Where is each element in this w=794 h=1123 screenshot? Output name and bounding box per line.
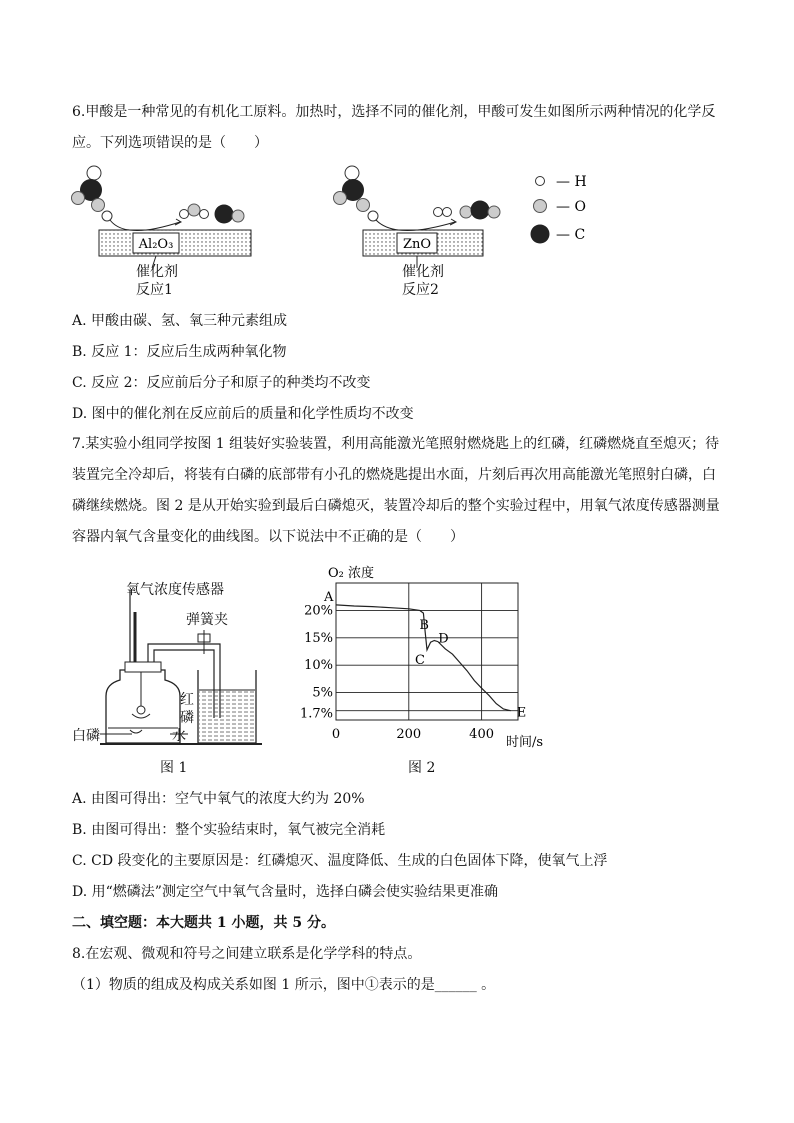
h-atom-icon <box>87 166 101 180</box>
q6-option-b: B. 反应 1：反应后生成两种氧化物 <box>72 344 287 360</box>
plot-frame <box>336 583 518 720</box>
clamp-label: 弹簧夹 <box>186 612 228 628</box>
o-atom-icon <box>92 199 105 212</box>
y-axis-label: O₂ 浓度 <box>328 566 375 581</box>
zno-formula: ZnO <box>402 237 432 252</box>
white-circle-icon <box>536 177 545 186</box>
red-phosphorus-label-2: 磷 <box>180 710 194 726</box>
q6-stem: 6.甲酸是一种常见的有机化工原料。加热时，选择不同的催化剂，甲酸可发生如图所示两种情况的化学反应。下列选项错误的是（ ） <box>72 104 716 151</box>
reaction1-diagram <box>72 166 252 268</box>
svg-text:— O: — O <box>556 199 586 215</box>
point-label-B: B <box>419 618 429 634</box>
reaction1-name: 反应1 <box>136 282 173 298</box>
y-tick-label: 5% <box>312 685 333 701</box>
gray-circle-icon <box>534 200 547 213</box>
q6-option-c: C. 反应 2：反应前后分子和原子的种类均不改变 <box>72 375 371 391</box>
point-label-A: A <box>324 589 334 605</box>
black-circle-icon <box>531 225 550 244</box>
q7-option-b: B. 由图可得出：整个实验结束时，氧气被完全消耗 <box>72 822 386 838</box>
x-tick-label: 400 <box>469 727 495 742</box>
q7-stem: 7.某实验小组同学按图 1 组装好实验装置，利用高能激光笔照射燃烧匙上的红磷，红磷燃烧直至熄灭；待装置完全冷却后，将装有白磷的底部带有小孔的燃烧匙提出水面，片刻后再次用高能激光笔照射白磷，白磷继续燃烧。图 2 是从开始实验到最后白磷熄灭，装置冷却后的整个实验过程中，用氧气浓度传感器测量容器内氧气含量变化的曲线图。以下说法中不正确的是（ ） <box>72 436 720 545</box>
sensor-label: 氧气浓度传感器 <box>126 582 224 598</box>
q6-option-a: A. 甲酸由碳、氢、氧三种元素组成 <box>72 313 288 329</box>
q6-option-d: D. 图中的催化剂在反应前后的质量和化学性质均不改变 <box>72 406 414 422</box>
q7-option-a: A. 由图可得出：空气中氧气的浓度大约为 20% <box>72 791 365 807</box>
q6-reaction-diagram <box>0 160 794 290</box>
white-phosphorus-label: 白磷 <box>72 728 100 744</box>
q8-stem: 8.在宏观、微观和符号之间建立联系是化学学科的特点。 <box>72 946 422 962</box>
section2-heading: 二、填空题：本大题共 1 小题，共 5 分。 <box>72 915 335 931</box>
y-tick-label: 10% <box>304 658 333 674</box>
x-axis-label: 时间/s <box>506 735 544 750</box>
y-tick-label: 20% <box>304 603 333 619</box>
x-tick-label: 200 <box>396 727 422 742</box>
x-tick-label: 0 <box>331 727 341 742</box>
h-atom-icon <box>102 211 112 221</box>
q7-figure1-apparatus <box>70 578 270 748</box>
y-tick-label: 15% <box>304 630 333 646</box>
figure1-caption: 图 1 <box>160 760 188 776</box>
q7-figure2-chart <box>296 565 546 750</box>
q7-option-d: D. 用“燃磷法”测定空气中氧气含量时，选择白磷会使实验结果更准确 <box>72 884 498 900</box>
o-atom-icon <box>72 192 85 205</box>
water-label: 水 <box>172 728 186 744</box>
reaction1-catalyst-label: 催化剂 <box>136 264 178 280</box>
point-label-C: C <box>415 652 425 668</box>
reaction2-catalyst-label: 催化剂 <box>402 264 444 280</box>
svg-text:— C: — C <box>556 227 586 243</box>
reaction2-diagram <box>334 166 501 268</box>
figure2-caption: 图 2 <box>408 760 436 776</box>
point-label-D: D <box>438 631 449 647</box>
svg-text:— H: — H <box>556 174 587 190</box>
point-label-E: E <box>516 705 527 721</box>
q8-sub1: （1）物质的组成及构成关系如图 1 所示，图中①表示的是______ 。 <box>72 977 496 993</box>
reaction2-name: 反应2 <box>402 282 439 298</box>
q7-option-c: C. CD 段变化的主要原因是：红磷熄灭、温度降低、生成的白色固体下降，使氧气上浮 <box>72 853 608 869</box>
red-phosphorus-label-1: 红 <box>180 692 194 708</box>
y-tick-label: 1.7% <box>299 706 333 722</box>
atom-legend <box>531 174 587 244</box>
al2o3-formula: Al₂O₃ <box>138 237 174 252</box>
